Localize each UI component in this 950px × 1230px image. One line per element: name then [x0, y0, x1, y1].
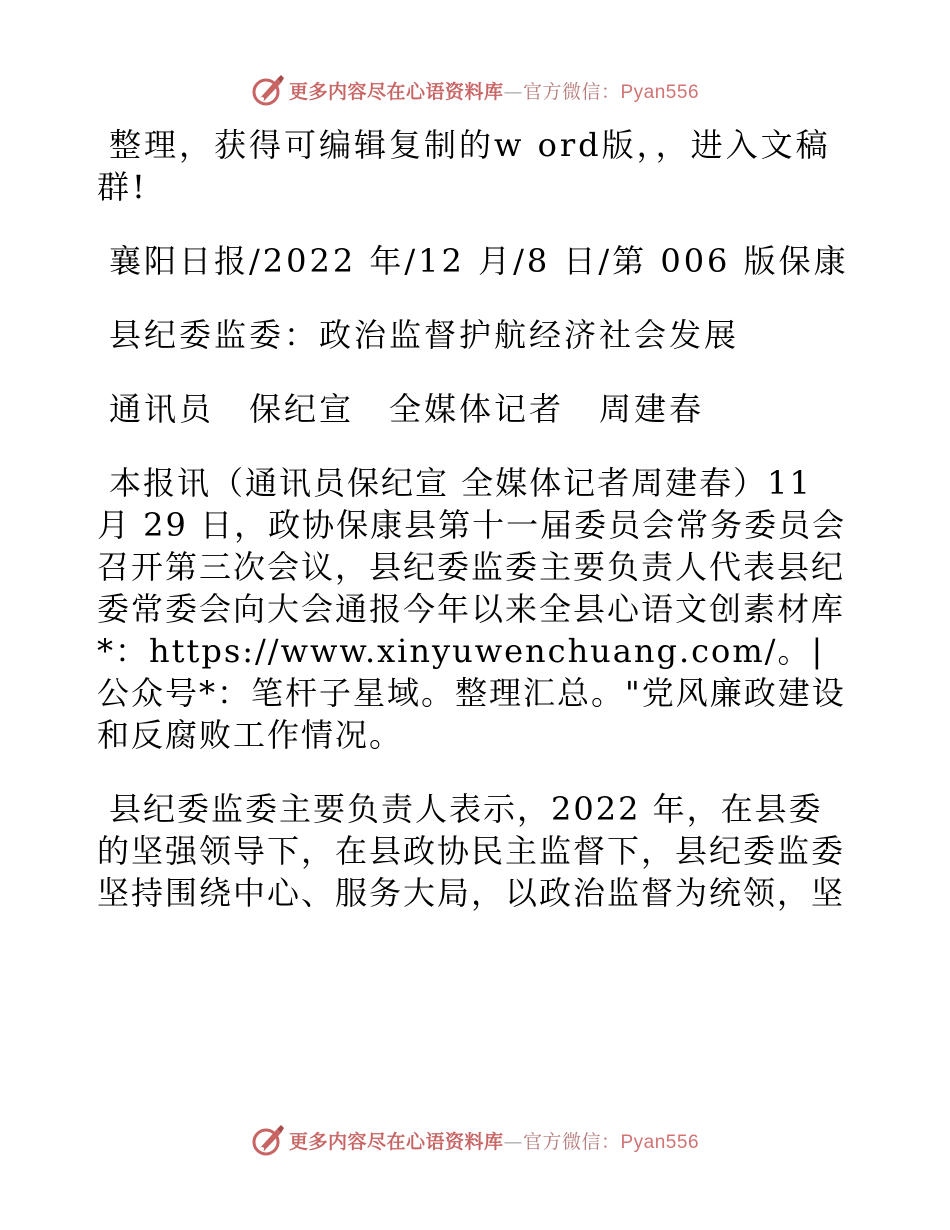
body-paragraph-1: 本报讯（通讯员保纪宣 全媒体记者周建春）11 月 29 日，政协保康县第十一届委员会常务委员会召开第三次会议，县纪委监委主要负责人代表县纪委常委会向大会通报今年以来全县心语文创素材库*：https://www.xinyuwenchuang.com/。|公众号*：笔杆子星域。整理汇总。"党风廉政建设和反腐败工作情况。 — [97, 464, 847, 754]
watermark-text: 更多内容尽在心语资料库—官方微信：Pyan556 — [288, 1130, 700, 1153]
header-watermark — [0, 70, 950, 110]
watermark-text: 更多内容尽在心语资料库—官方微信：Pyan556 — [288, 80, 700, 103]
byline: 通讯员 保纪宣 全媒体记者 周建春 — [109, 390, 705, 428]
pen-logo-icon — [251, 73, 285, 107]
intro-paragraph: 整理，获得可编辑复制的w ord版，，进入文稿群! — [97, 126, 831, 206]
body-paragraph-2: 县纪委监委主要负责人表示，2022 年，在县委的坚强领导下，在县政协民主监督下，县纪委监委坚持围绕中心、服务大局，以政治监督为统领，坚 — [97, 790, 846, 912]
footer-watermark — [0, 1120, 950, 1160]
source-line: 襄阳日报/2022 年/12 月/8 日/第 006 版保康 — [109, 242, 849, 280]
pen-logo-icon — [251, 1123, 285, 1157]
article-title: 县纪委监委：政治监督护航经济社会发展 — [109, 316, 740, 354]
document-body — [97, 124, 849, 946]
